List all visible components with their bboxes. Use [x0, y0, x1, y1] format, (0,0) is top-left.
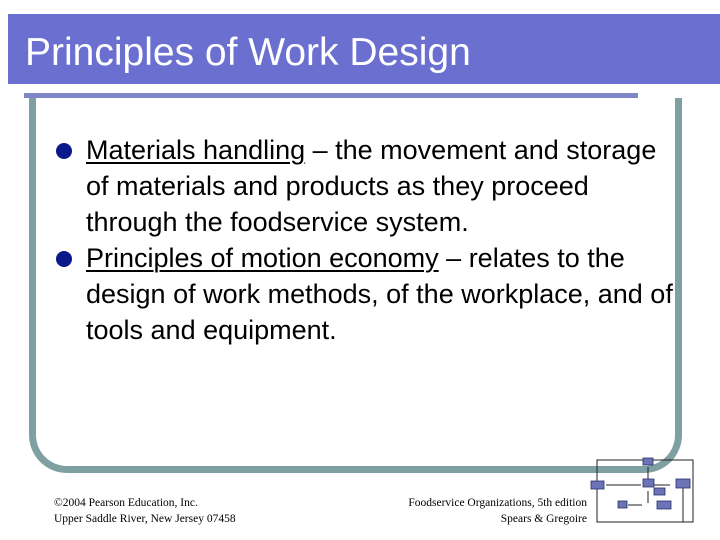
systems-flowchart-icon — [588, 455, 700, 530]
bullet-text: – relates to the design of work methods, of the workplace, and of tools and equipment. — [86, 243, 673, 345]
footer-left-line1: ©2004 Pearson Education, Inc. — [54, 497, 198, 509]
title-bar — [8, 14, 720, 84]
bullet-dot-icon — [56, 143, 72, 159]
bullet-item — [56, 132, 686, 240]
bullet-dot-icon — [56, 251, 72, 267]
slide-title: Principles of Work Design — [25, 31, 471, 74]
footer-copyright — [54, 495, 236, 527]
bullet-item — [56, 240, 686, 348]
footer-right-line1: Foodservice Organizations, 5th edition — [408, 497, 587, 509]
bullet-text: – the movement and storage of materials and products as they proceed through the foodservice system. — [86, 135, 657, 237]
bullet-term: Materials handling — [86, 135, 306, 165]
footer-right-line2: Spears & Gregoire — [500, 513, 587, 525]
footer-left-line2: Upper Saddle River, New Jersey 07458 — [54, 513, 236, 525]
bullet-term: Principles of motion economy — [86, 243, 439, 273]
footer-book-info — [380, 495, 587, 527]
bullet-list — [56, 132, 686, 348]
